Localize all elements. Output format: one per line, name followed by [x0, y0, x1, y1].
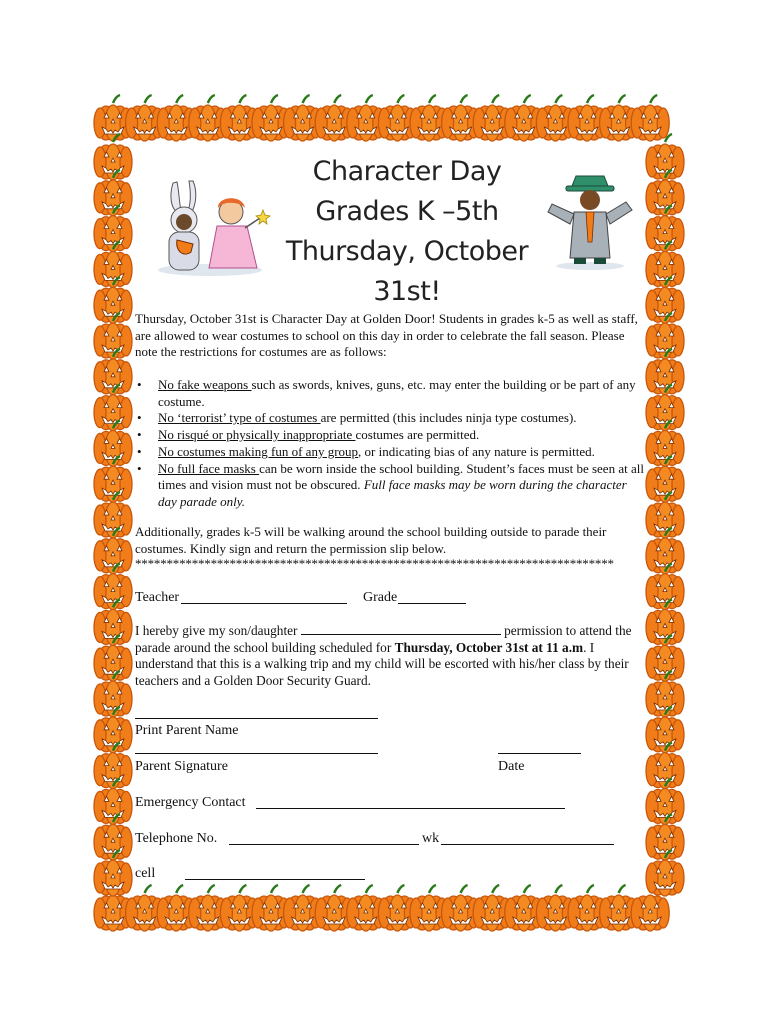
consent-text-middle: permission to attend the parade around the school building scheduled for [135, 623, 632, 655]
teacher-label: Teacher [135, 590, 180, 605]
consent-paragraph [135, 623, 645, 690]
title-line-2: Grades K –5th [315, 196, 499, 227]
emergency-contact-label: Emergency Contact [135, 795, 246, 810]
rule-note: Full face masks may be worn during the character day parade only. [158, 477, 627, 509]
print-name-field[interactable] [135, 718, 378, 719]
telephone-field[interactable] [229, 844, 419, 845]
separator-line: **************************************************************************** [135, 556, 614, 571]
rule-heading: No risqué or physically inappropriate [158, 427, 356, 443]
print-name-label: Print Parent Name [135, 723, 239, 738]
date-field[interactable] [498, 753, 581, 754]
rule-text: such as swords, knives, guns, etc. may enter the building or be part of any costume. [158, 377, 636, 409]
rule-item [135, 377, 645, 410]
rule-text: are permitted (this includes ninja type costumes). [320, 410, 577, 426]
signature-label: Parent Signature [135, 759, 228, 774]
grade-field[interactable] [398, 603, 466, 604]
title-line-3: Thursday, October [285, 236, 529, 267]
child-name-field[interactable] [301, 623, 501, 635]
rule-item [135, 410, 645, 427]
rule-item [135, 444, 645, 461]
cell-label: cell [135, 866, 156, 881]
costumed-character-clipart [540, 172, 640, 272]
rule-heading: No ‘terrorist’ type of costumes [158, 410, 321, 426]
signature-field[interactable] [135, 753, 378, 754]
rule-text: , or indicating bias of any nature is permitted. [358, 443, 595, 459]
rule-heading: No fake weapons [158, 377, 252, 392]
cell-phone-field[interactable] [185, 879, 365, 880]
rule-text: can be worn inside the school building. Student’s faces must be seen at all times and vision must not be obscured. [158, 460, 644, 493]
rule-item [135, 461, 645, 511]
teacher-field[interactable] [181, 603, 347, 604]
rule-item [135, 427, 645, 444]
page-title [282, 152, 532, 312]
rule-heading: No costumes making fun of any group [158, 443, 359, 459]
parade-datetime: Thursday, October 31st at 11 a.m [394, 639, 584, 655]
work-phone-label: wk [422, 831, 440, 846]
date-label: Date [498, 759, 525, 774]
pumpkin-icon [631, 95, 669, 141]
rule-text: costumes are permitted. [355, 427, 480, 443]
parade-paragraph: Additionally, grades k-5 will be walking around the school building outside to parade their costumes. Kindly sign and return the permission slip below. [135, 524, 607, 556]
work-phone-field[interactable] [441, 844, 614, 845]
intro-paragraph: Thursday, October 31st is Character Day at Golden Door! Students in grades k-5 as well as staff, are allowed to wear costumes to school on this day in order to celebrate the fall season. Please note the restrictions for costumes are as follows: [135, 311, 638, 360]
pumpkin-icon [94, 134, 132, 180]
emergency-contact-field[interactable] [256, 808, 565, 809]
grade-label: Grade [363, 590, 398, 605]
telephone-label: Telephone No. [135, 831, 218, 846]
costumed-children-clipart [155, 178, 275, 278]
consent-text-start: I hereby give my son/daughter [135, 623, 301, 638]
title-line-1: Character Day [312, 156, 502, 187]
rule-heading: No full face masks [158, 460, 260, 476]
costume-rules [135, 377, 645, 511]
consent-text-end: . I understand that this is a walking trip and my child will be escorted with his/her class by their teachers and a Golden Door Security Guard. [135, 639, 629, 689]
title-line-4: 31st! [373, 276, 441, 307]
